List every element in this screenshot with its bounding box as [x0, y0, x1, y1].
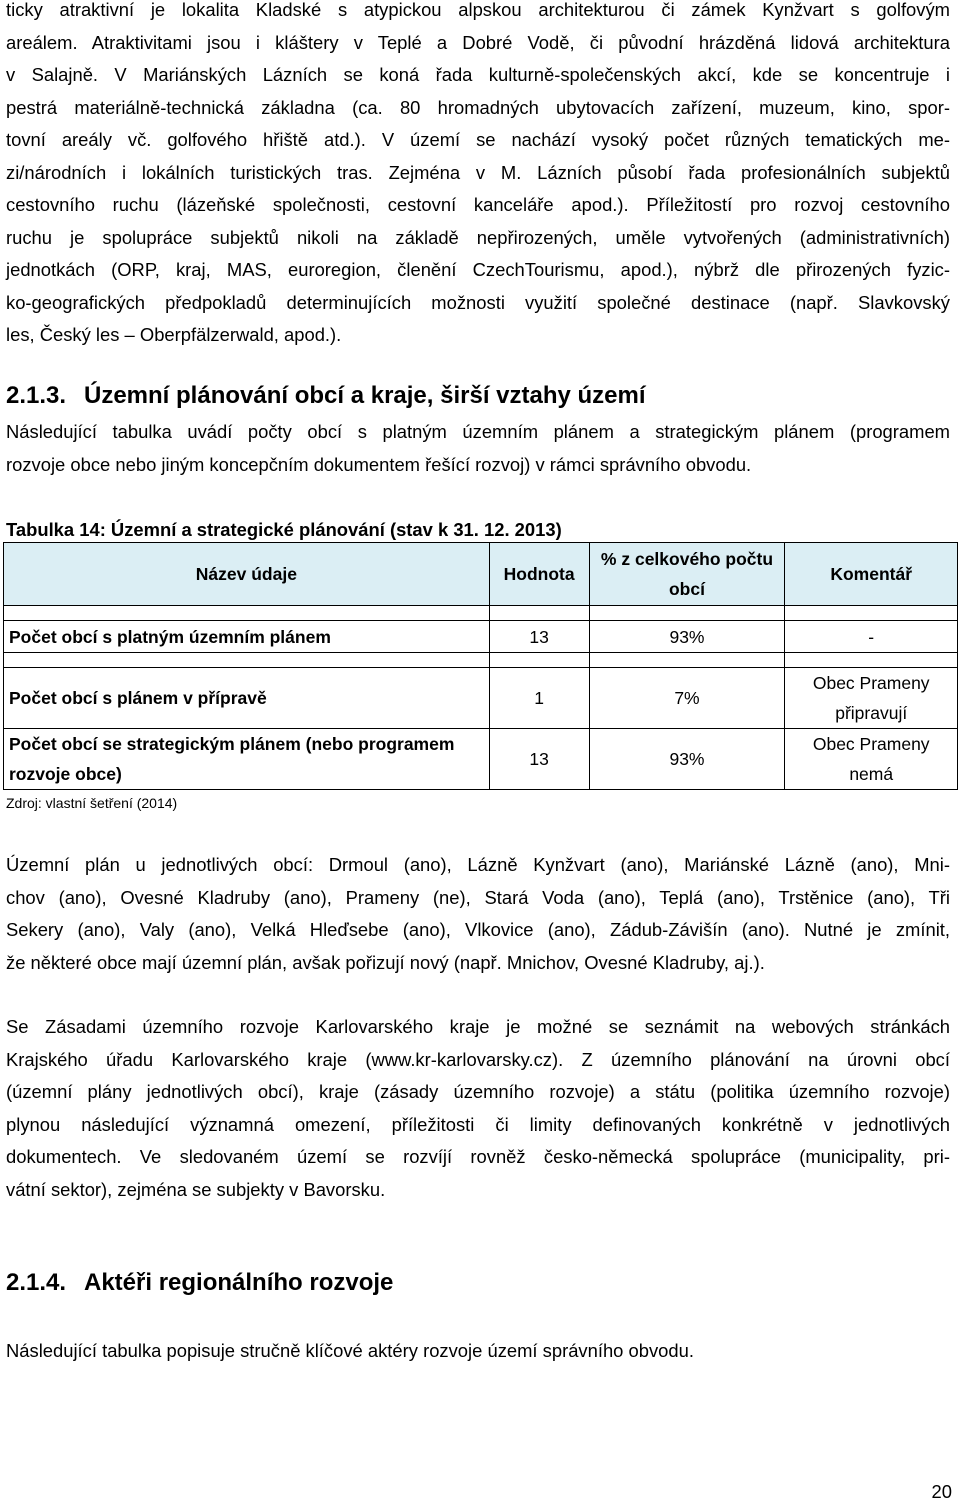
text-line: Sekery (ano), Valy (ano), Velká Hleďsebe (ano), Vlkovice (ano), Zádub-Závišín (ano). Nutné je zmínit, [6, 919, 950, 940]
row-comment-line: Obec Prameny [812, 673, 930, 693]
row-percent: 93% [589, 621, 785, 653]
header-name: Název údaje [4, 543, 490, 606]
text-line: tovní areály vč. golfového hřiště atd.). V území se nachází vysoký počet různých tematických me- [6, 129, 950, 150]
plans-paragraph [6, 849, 950, 979]
text-line: Územní plán u jednotlivých obcí: Drmoul (ano), Lázně Kynžvart (ano), Mariánské Lázně (ano), Mni- [6, 854, 950, 875]
text-line: Krajského úřadu Karlovarského kraje (www.kr-karlovarsky.cz). Z územního plánování na úrovni obcí [6, 1048, 950, 1070]
table-spacer [4, 606, 958, 621]
page-number: 20 [931, 1481, 952, 1502]
table-row [4, 668, 958, 729]
row-label [4, 729, 490, 790]
planning-table [3, 542, 958, 790]
table-header-row [4, 543, 958, 606]
header-percent [589, 543, 785, 606]
header-comment: Komentář [785, 543, 958, 606]
text-line: zi/národních i lokálních turistických tras. Zejména v M. Lázních působí řada profesionálních subjektů [6, 161, 950, 183]
row-label-line: rozvoje obce) [9, 764, 122, 784]
row-label: Počet obcí s plánem v přípravě [4, 668, 490, 729]
row-comment-line: nemá [849, 764, 894, 784]
row-comment-line: Obec Prameny [812, 734, 930, 754]
row-comment-line: připravují [835, 703, 908, 723]
zasady-paragraph [6, 1011, 950, 1206]
row-label: Počet obcí s platným územním plánem [4, 621, 490, 653]
header-value: Hodnota [489, 543, 589, 606]
row-value: 13 [489, 621, 589, 653]
table-caption: Tabulka 14: Územní a strategické plánování (stav k 31. 12. 2013) [6, 519, 562, 540]
section-number: 2.1.4. [6, 1269, 67, 1296]
row-comment [785, 668, 958, 729]
text-line: Následující tabulka uvádí počty obcí s platným územním plánem a strategickým plánem (programem [6, 421, 950, 442]
text-line: les, Český les – Oberpfälzerwald, apod.). [6, 324, 342, 345]
text-line: (územní plány jednotlivých obcí), kraje (zásady územního rozvoje) a státu (politika územního rozvoje) [6, 1081, 950, 1102]
section-2-1-3-intro [6, 416, 950, 481]
row-percent: 7% [589, 668, 785, 729]
text-line: pestrá materiálně-technická základna (ca. 80 hromadných ubytovacích zařízení, muzeum, kino, spor- [6, 96, 950, 118]
table-row [4, 729, 958, 790]
text-line: Se Zásadami územního rozvoje Karlovarského kraje je možné se seznámit na webových stránkách [6, 1016, 950, 1037]
table-row [4, 621, 958, 653]
row-value: 1 [489, 668, 589, 729]
table-source: Zdroj: vlastní šetření (2014) [6, 795, 178, 811]
text-line: v Salajně. V Mariánských Lázních se koná řada kulturně-společenských akcí, kde se koncentruje i [6, 64, 950, 85]
section-heading-2-1-3 [6, 381, 646, 411]
section-title: Územní plánování obcí a kraje, širší vztahy území [84, 382, 646, 409]
text-line: plynou následující významná omezení, příležitosti či limity definovaných konkrétně v jednotlivých [6, 1113, 950, 1135]
text-line: že některé obce mají územní plán, avšak pořizují nový (např. Mnichov, Ovesné Kladruby, aj.). [6, 951, 765, 973]
text-line: rozvoje obce nebo jiným koncepčním dokumentem řešící rozvoj) v rámci správního obvodu. [6, 453, 752, 475]
text-line: areálem. Atraktivitami jsou i kláštery v Teplé a Dobré Vodě, či původní hrázděná lidová architektura [6, 31, 950, 53]
text-line: vátní sektor), zejména se subjekty v Bavorsku. [6, 1178, 386, 1200]
text-line: ko-geografických předpokladů determinujících možnosti využití společné destinace (např. Slavkovský [6, 291, 950, 313]
intro-paragraph [6, 0, 950, 352]
text-line: Následující tabulka popisuje stručně klíčové aktéry rozvoje území správního obvodu. [6, 1340, 694, 1361]
text-line: chov (ano), Ovesné Kladruby (ano), Prameny (ne), Stará Voda (ano), Teplá (ano), Trstěnice (ano), Tři [6, 886, 950, 908]
text-line: ticky atraktivní je lokalita Kladské s atypickou alpskou architekturou či zámek Kynžvart s golfovým [6, 0, 950, 20]
text-line: jednotkách (ORP, kraj, MAS, euroregion, členění CzechTourismu, apod.), nýbrž dle přirozených fyzic- [6, 259, 950, 280]
section-number: 2.1.3. [6, 382, 67, 409]
section-heading-2-1-4 [6, 1268, 393, 1298]
row-percent: 93% [589, 729, 785, 790]
text-line: dokumentech. Ve sledovaném území se rozvíjí rovněž česko-německá spolupráce (municipality, pri- [6, 1146, 950, 1167]
row-comment [785, 729, 958, 790]
section-title: Aktéři regionálního rozvoje [84, 1269, 394, 1296]
section-2-1-4-intro [6, 1335, 950, 1368]
table-spacer [4, 653, 958, 668]
header-percent-line: % z celkového počtu [600, 549, 774, 569]
row-value: 13 [489, 729, 589, 790]
text-line: ruchu je spolupráce subjektů nikoli na základě nepřirozených, uměle vytvořených (administrativních) [6, 226, 950, 248]
text-line: cestovního ruchu (lázeňské společnosti, cestovní kanceláře apod.). Příležitostí pro rozvoj cestovního [6, 194, 950, 215]
row-label-line: Počet obcí se strategickým plánem (nebo programem [9, 734, 455, 754]
header-percent-line: obcí [668, 579, 705, 599]
row-comment: - [785, 621, 958, 653]
